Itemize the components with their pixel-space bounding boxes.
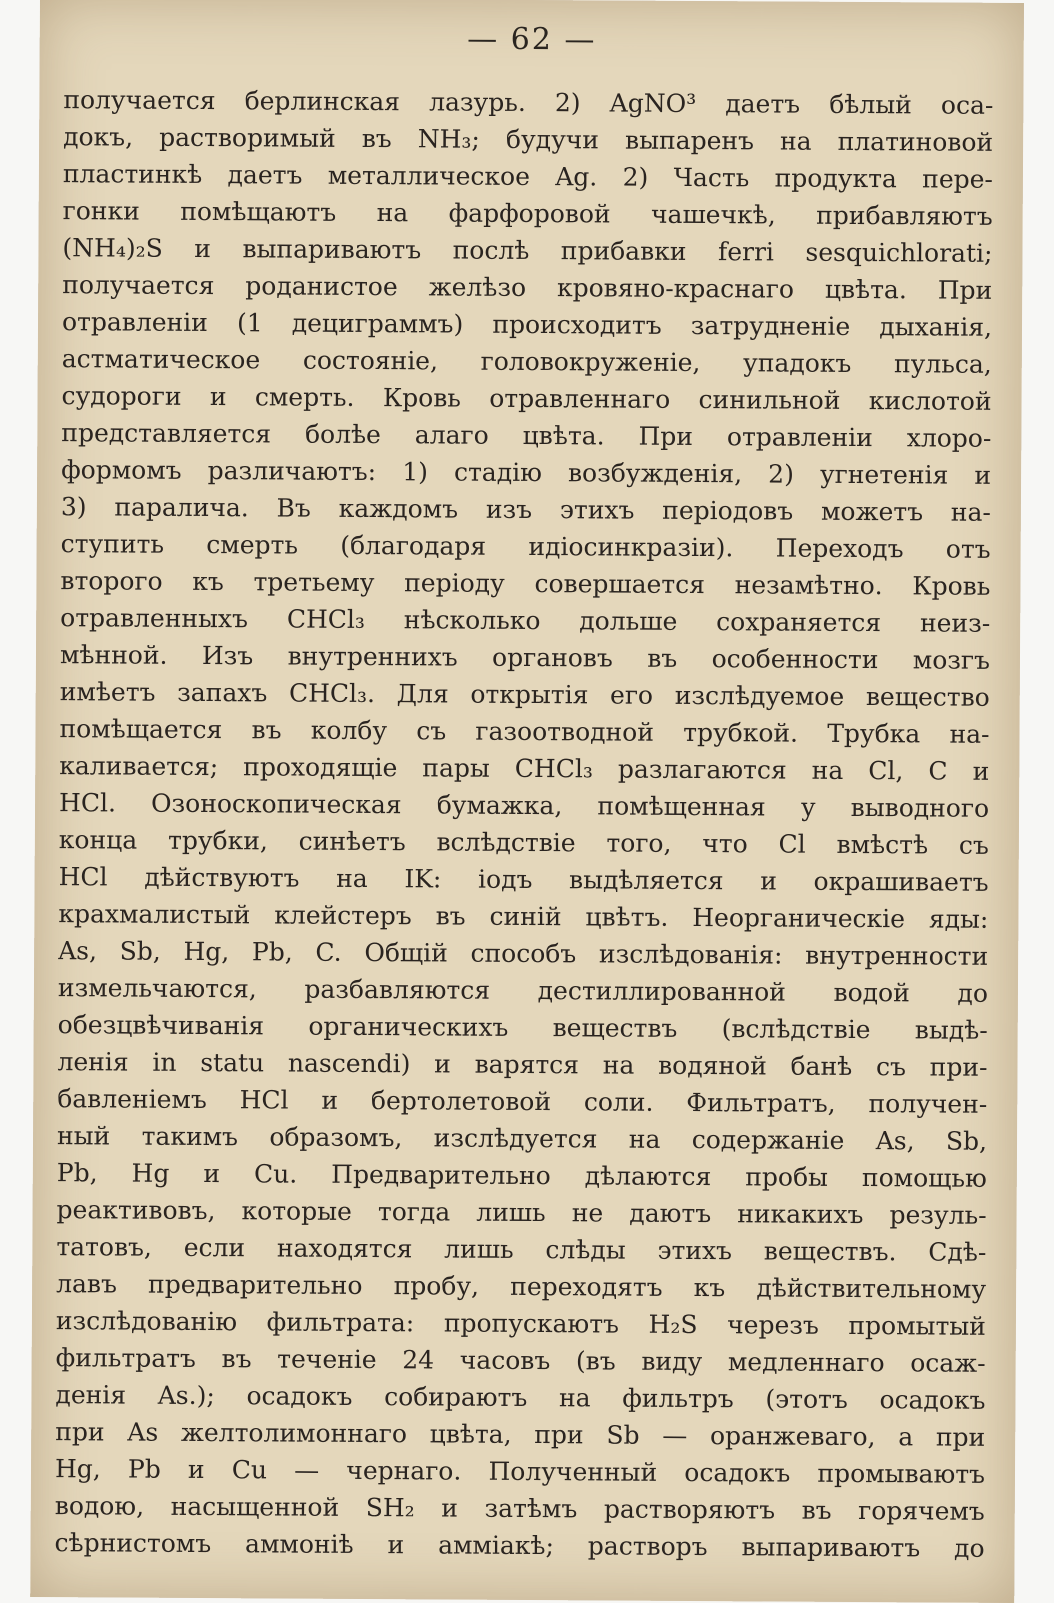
text-line: лавъ предварительно пробу, переходятъ къ дѣйствительному xyxy=(56,1269,987,1304)
text-line: 3) паралича. Въ каждомъ изъ этихъ періодовъ можетъ на- xyxy=(60,492,991,527)
text-line: ленія in statu nascendi) и варятся на водяной банѣ съ при- xyxy=(57,1047,988,1082)
text-line: астматическое состояніе, головокруженіе, упадокъ пульса, xyxy=(61,344,992,379)
text-line: каливается; проходящіе пары CHCl₃ разлагаются на Cl, C и xyxy=(59,751,990,786)
text-line: изслѣдованію фильтрата: пропускаютъ H₂S черезъ промытый xyxy=(55,1306,986,1341)
text-line: формомъ различаютъ: 1) стадію возбужденія, 2) угнетенія и xyxy=(61,455,992,490)
text-line: докъ, растворимый въ NH₃; будучи выпаренъ на платиновой xyxy=(63,122,994,157)
text-line: гонки помѣщаютъ на фарфоровой чашечкѣ, прибавляютъ xyxy=(62,196,993,231)
text-line: бавленіемъ HCl и бертолетовой соли. Фильтратъ, получен- xyxy=(57,1084,988,1119)
text-line: реактивовъ, которые тогда лишь не даютъ никакихъ резуль- xyxy=(56,1195,987,1230)
text-line: сѣрнистомъ аммоніѣ и амміакѣ; растворъ выпариваютъ до xyxy=(54,1528,985,1563)
text-line: HCl. Озоноскопическая бумажка, помѣщенная у выводного xyxy=(58,788,990,823)
text-line: Pb, Hg и Cu. Предварительно дѣлаются пробы помощью xyxy=(56,1158,987,1193)
body-text xyxy=(54,81,993,1567)
text-line: (NH₄)₂S и выпариваютъ послѣ прибавки ferri sesquichlorati; xyxy=(62,233,993,268)
text-line: Hg, Pb и Cu — чернаго. Полученный осадокъ промываютъ xyxy=(54,1454,986,1489)
text-line: судороги и смерть. Кровь отравленнаго синильной кислотой xyxy=(61,381,992,416)
document-page xyxy=(30,0,1024,1603)
text-line: представляется болѣе алаго цвѣта. При отравленіи хлоро- xyxy=(61,418,992,453)
text-line: ный такимъ образомъ, изслѣдуется на содержаніе As, Sb, xyxy=(56,1121,988,1156)
text-line: измельчаются, разбавляются дестиллированной водой до xyxy=(57,973,989,1008)
text-line: HCl дѣйствуютъ на IK: іодъ выдѣляется и окрашиваетъ xyxy=(58,862,989,897)
text-line: второго къ третьему періоду совершается незамѣтно. Кровь xyxy=(60,566,991,601)
text-line: татовъ, если находятся лишь слѣды этихъ веществъ. Сдѣ- xyxy=(56,1232,987,1267)
text-line: получается берлинская лазурь. 2) AgNO³ даетъ бѣлый оса- xyxy=(63,85,994,120)
text-line: крахмалистый клейстеръ въ синій цвѣтъ. Неорганическіе яды: xyxy=(58,899,989,934)
text-line: As, Sb, Hg, Pb, C. Общій способъ изслѣдованія: внутренности xyxy=(58,936,989,971)
text-line: конца трубки, синѣетъ вслѣдствіе того, что Cl вмѣстѣ съ xyxy=(58,825,989,860)
text-line: имѣетъ запахъ CHCl₃. Для открытія его изслѣдуемое вещество xyxy=(59,677,990,712)
text-line: получается роданистое желѣзо кровяно-краснаго цвѣта. При xyxy=(62,270,993,305)
text-line: обезцвѣчиванія органическихъ веществъ (вслѣдствіе выдѣ- xyxy=(57,1010,988,1045)
text-line: водою, насыщенной SH₂ и затѣмъ растворяютъ въ горячемъ xyxy=(54,1491,985,1526)
text-line: при As желтолимоннаго цвѣта, при Sb — оранжеваго, а при xyxy=(55,1417,986,1452)
text-line: фильтратъ въ теченіе 24 часовъ (въ виду медленнаго осаж- xyxy=(55,1343,986,1378)
text-line: отравленіи (1 дециграммъ) происходитъ затрудненіе дыханія, xyxy=(61,307,993,342)
text-line: ступить смерть (благодаря идіосинкразіи). Переходъ отъ xyxy=(60,529,991,564)
page-number: — 62 — xyxy=(467,21,597,58)
text-line: денія As.); осадокъ собираютъ на фильтръ (этотъ осадокъ xyxy=(55,1380,986,1415)
text-line: мѣнной. Изъ внутреннихъ органовъ въ особенности мозгъ xyxy=(59,640,991,675)
text-line: отравленныхъ CHCl₃ нѣсколько дольше сохраняется неиз- xyxy=(60,603,991,638)
text-line: пластинкѣ даетъ металлическое Ag. 2) Часть продукта пере- xyxy=(62,159,994,194)
text-line: помѣщается въ колбу съ газоотводной трубкой. Трубка на- xyxy=(59,714,990,749)
